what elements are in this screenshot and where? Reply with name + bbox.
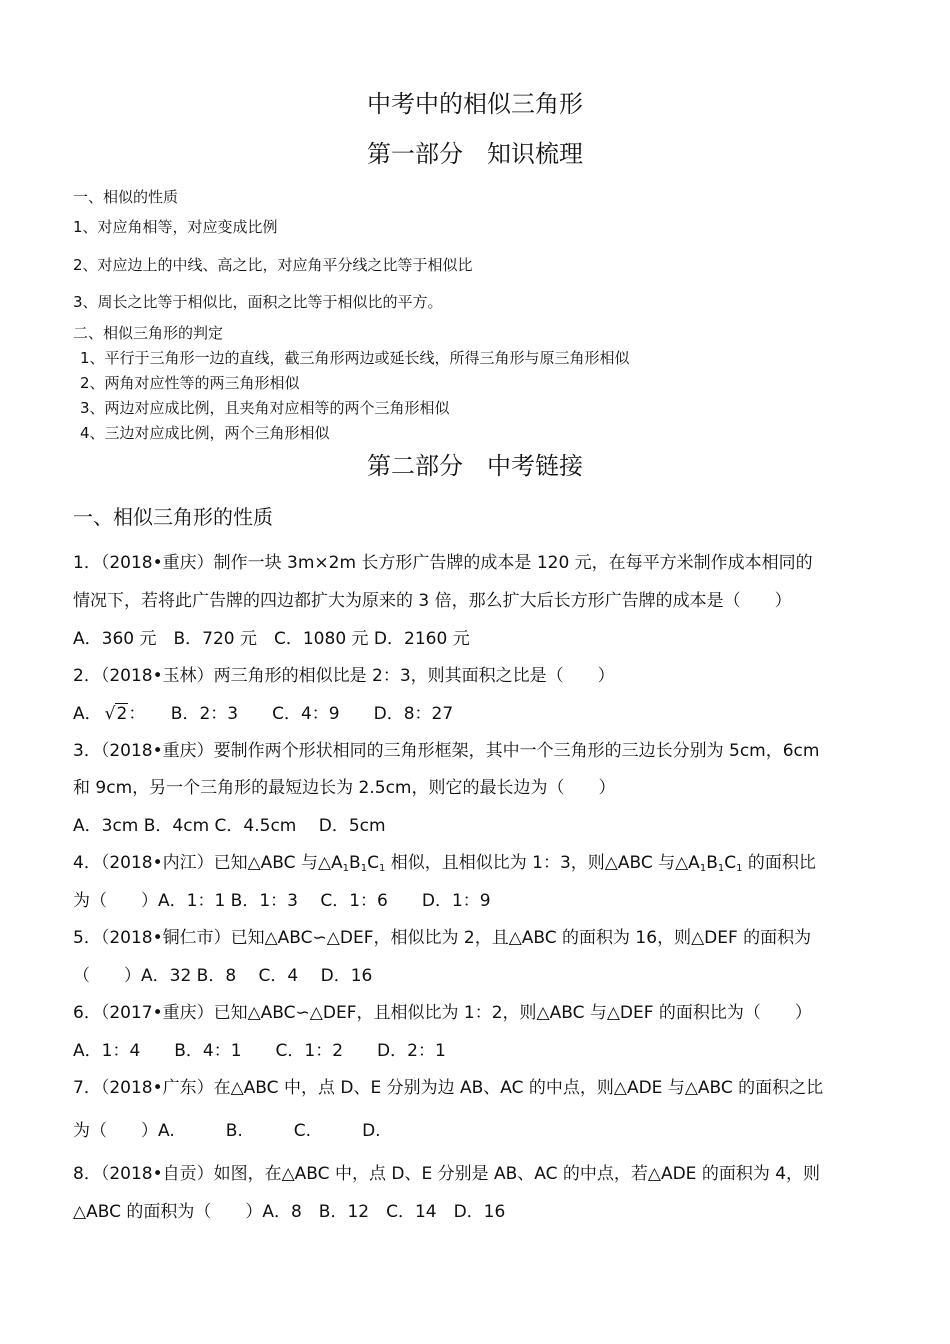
question-3-options: A．3cm B．4cm C．4.5cm D．5cm	[73, 816, 386, 836]
section2-item: 4、三边对应成比例，两个三角形相似	[80, 424, 330, 442]
question-1-options: A．360 元 B．720 元 C．1080 元 D．2160 元	[73, 629, 470, 649]
question-8-line1: 8．（2018•自贡）如图，在△ABC 中，点 D、E 分别是 AB、AC 的中点，若△ADE 的面积为 4，则	[73, 1164, 821, 1184]
q4-text: 的面积比	[742, 853, 816, 873]
section2-item: 2、两角对应性等的两三角形相似	[80, 374, 300, 392]
subscript: 1	[360, 863, 368, 874]
question-5-line2: （ ）A．32 B．8 C．4 D．16	[73, 966, 373, 986]
page-title: 中考中的相似三角形	[367, 90, 583, 118]
section1-item: 1、对应角相等，对应变成比例	[73, 218, 278, 236]
subscript: 1	[717, 863, 725, 874]
sqrt-symbol: √2	[104, 704, 128, 724]
section2-item: 1、平行于三角形一边的直线，截三角形两边或延长线，所得三角形与原三角形相似	[80, 349, 630, 367]
section1-item: 2、对应边上的中线、高之比，对应角平分线之比等于相似比	[73, 256, 473, 274]
q4-text: 相似，且相似比为 1：3，则△ABC 与△A	[385, 853, 700, 873]
part1-heading: 第一部分 知识梳理	[367, 140, 583, 168]
subscript: 1	[736, 863, 743, 874]
question-1-line2: 情况下，若将此广告牌的四边都扩大为原来的 3 倍，那么扩大后长方形广告牌的成本是（ ）	[73, 591, 792, 611]
subscript: 1	[342, 863, 350, 874]
subscript: 1	[378, 863, 386, 874]
question-3-line2: 和 9cm，另一个三角形的最短边长为 2.5cm，则它的最长边为（ ）	[73, 778, 616, 798]
q4-text: C	[367, 853, 379, 873]
question-8-line2: △ABC 的面积为（ ）A．8 B．12 C．14 D．16	[73, 1202, 506, 1222]
question-5-line1: 5．（2018•铜仁市）已知△ABC∽△DEF，相似比为 2，且△ABC 的面积为 16，则△DEF 的面积为	[73, 928, 812, 948]
option-a-prefix: A．	[73, 704, 102, 724]
question-6-options: A．1：4 B．4：1 C．1：2 D．2：1	[73, 1041, 446, 1061]
section1-title: 一、相似的性质	[73, 188, 179, 206]
q4-text: 4．（2018•内江）已知△ABC 与△A	[73, 853, 343, 873]
q4-text: B	[706, 853, 718, 873]
question-7-line1: 7．（2018•广东）在△ABC 中，点 D、E 分别为边 AB、AC 的中点，则△ADE 与△ABC 的面积之比	[73, 1078, 824, 1098]
part2-section1-title: 一、相似三角形的性质	[73, 505, 273, 529]
q4-text: B	[349, 853, 361, 873]
question-4-line2: 为（ ）A．1：1 B．1：3 C．1：6 D．1：9	[73, 891, 491, 911]
question-4-line1	[73, 848, 816, 874]
section1-item: 3、周长之比等于相似比，面积之比等于相似比的平方。	[73, 293, 443, 311]
question-2-options	[73, 699, 453, 724]
q4-text: C	[724, 853, 737, 873]
question-6-line1: 6．（2017•重庆）已知△ABC∽△DEF，且相似比为 1：2，则△ABC 与△DEF 的面积比为（ ）	[73, 1003, 812, 1023]
question-3-line1: 3．（2018•重庆）要制作两个形状相同的三角形框架，其中一个三角形的三边长分别为 5cm，6cm	[73, 741, 820, 761]
option-rest: ： B．2：3 C．4：9 D．8：27	[128, 704, 454, 724]
sqrt-radicand: 2	[116, 704, 128, 724]
section2-title: 二、相似三角形的判定	[73, 324, 224, 342]
question-1-line1: 1．（2018•重庆）制作一块 3m×2m 长方形广告牌的成本是 120 元，在每平方米制作成本相同的	[73, 553, 813, 573]
part2-heading: 第二部分 中考链接	[367, 452, 583, 480]
section2-item: 3、两边对应成比例，且夹角对应相等的两个三角形相似	[80, 399, 450, 417]
question-2-line: 2．（2018•玉林）两三角形的相似比是 2：3，则其面积之比是（ ）	[73, 666, 615, 686]
subscript: 1	[699, 863, 707, 874]
question-7-line2: 为（ ）A. B. C. D.	[73, 1121, 381, 1141]
